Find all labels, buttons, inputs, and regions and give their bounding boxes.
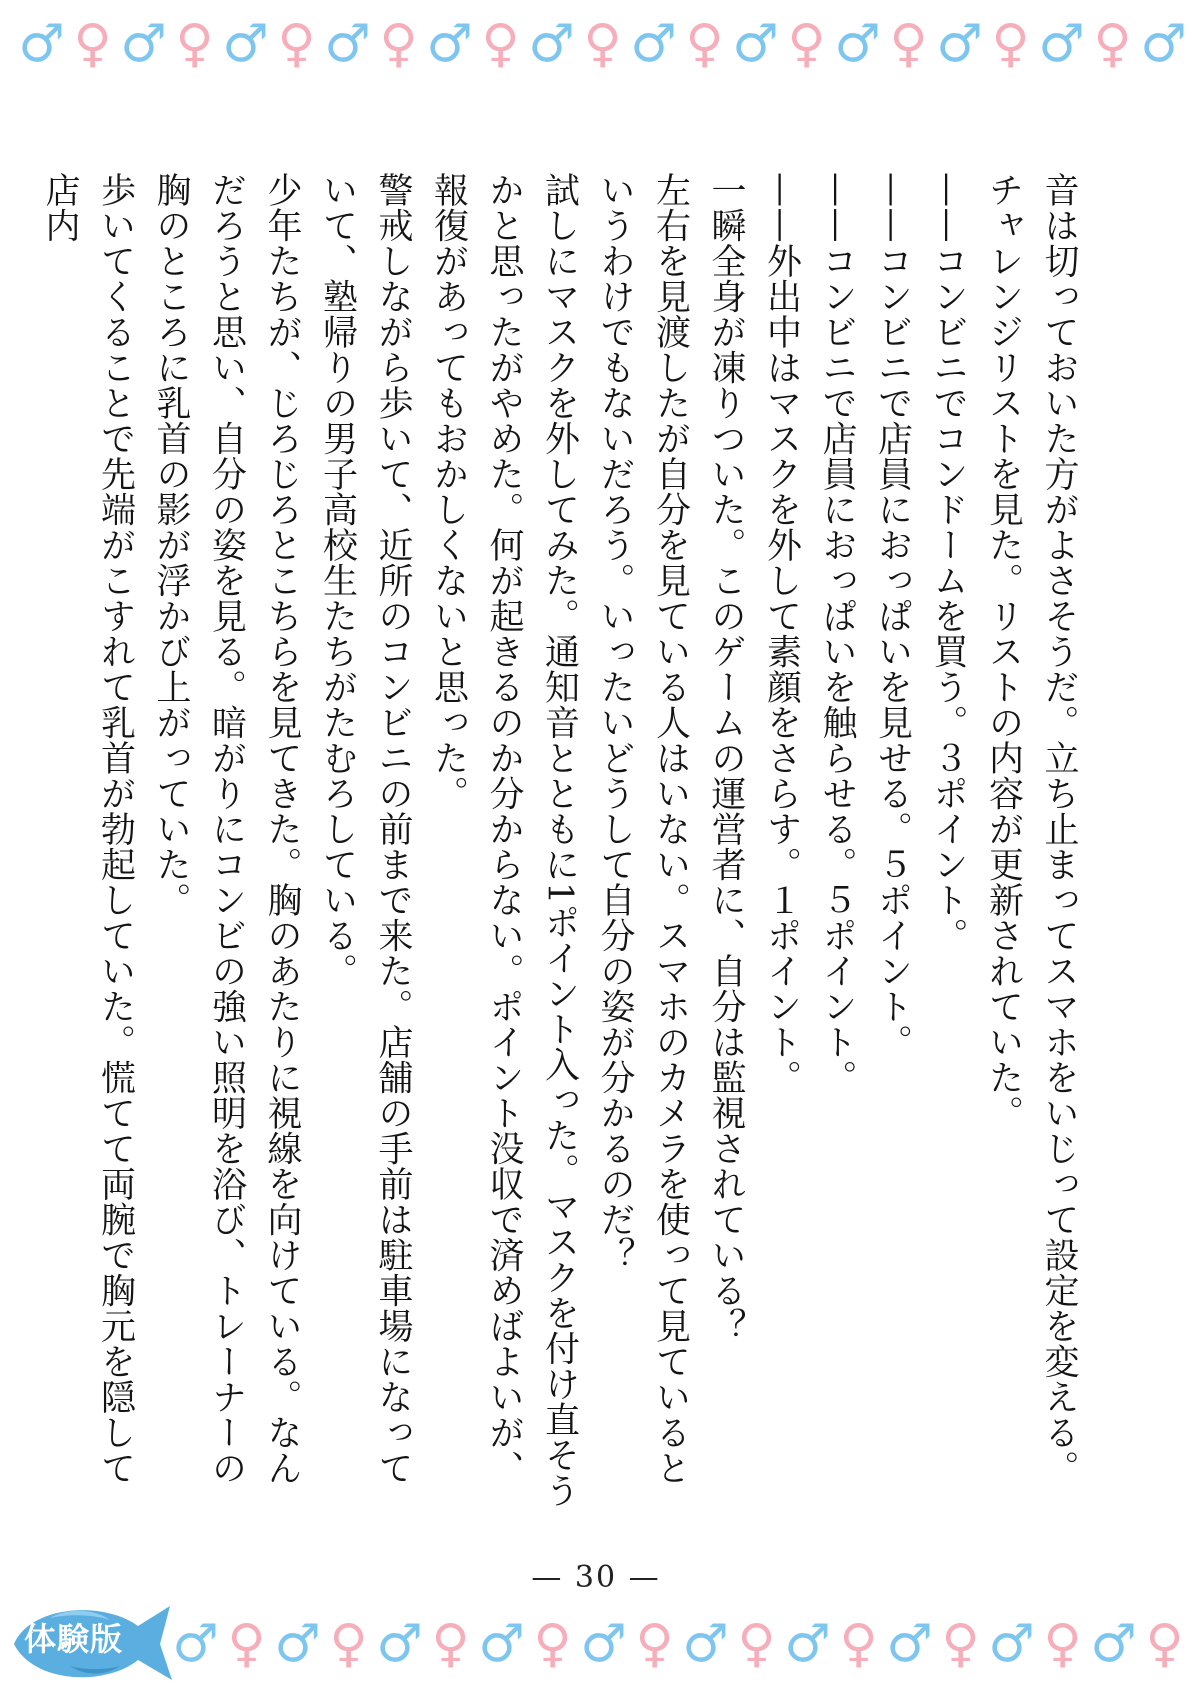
male-symbol-icon: ♂: [172, 1614, 219, 1674]
female-symbol-icon: ♀: [1145, 1614, 1184, 1674]
male-symbol-icon: ♂: [732, 14, 779, 74]
male-symbol-icon: ♂: [886, 1614, 933, 1674]
female-symbol-icon: ♀: [839, 1614, 878, 1674]
female-symbol-icon: ♀: [1043, 1614, 1082, 1674]
challenge-item: ——外出中はマスクを外して素顔をさらす。１ポイント。: [761, 172, 802, 1095]
female-symbol-icon: ♀: [1093, 14, 1132, 74]
challenge-item: ——コンビニで店員におっぱいを見せる。５ポイント。: [872, 172, 913, 1060]
male-symbol-icon: ♂: [1090, 1614, 1137, 1674]
male-symbol-icon: ♂: [120, 14, 167, 74]
male-symbol-icon: ♂: [478, 1614, 525, 1674]
male-symbol-icon: ♂: [1140, 14, 1187, 74]
female-symbol-icon: ♀: [991, 14, 1030, 74]
female-symbol-icon: ♀: [889, 14, 928, 74]
male-symbol-icon: ♂: [376, 1614, 423, 1674]
female-symbol-icon: ♀: [635, 1614, 674, 1674]
bottom-symbol-border: [0, 1612, 1192, 1676]
female-symbol-icon: ♀: [329, 1614, 368, 1674]
female-symbol-icon: ♀: [533, 1614, 572, 1674]
female-symbol-icon: ♀: [379, 14, 418, 74]
trial-version-label: 体験版: [24, 1620, 124, 1658]
paragraph: チャレンジリストを見た。リストの内容が更新されていた。: [983, 172, 1024, 1131]
trial-version-badge: [10, 1596, 178, 1684]
male-symbol-icon: ♂: [834, 14, 881, 74]
paragraph: 左右を見渡したが自分を見ている人はいない。スマホのカメラを使って見ているというわけでもないだろう。いったいどうして自分の姿が分かるのだ？: [595, 172, 691, 1486]
female-symbol-icon: ♀: [941, 1614, 980, 1674]
paragraph: 歩いてくることで先端がこすれて乳首が勃起していた。慌てて両腕で胸元を隠して店内: [40, 172, 136, 1486]
male-symbol-icon: ♂: [580, 1614, 627, 1674]
female-symbol-icon: ♀: [583, 14, 622, 74]
female-symbol-icon: ♀: [737, 1614, 776, 1674]
female-symbol-icon: ♀: [685, 14, 724, 74]
male-symbol-icon: ♂: [630, 14, 677, 74]
male-symbol-icon: ♂: [528, 14, 575, 74]
female-symbol-icon: ♀: [431, 1614, 470, 1674]
paragraph: 音は切っておいた方がよさそうだ。立ち止まってスマホをいじって設定を変える。: [1039, 172, 1079, 1486]
male-symbol-icon: ♂: [426, 14, 473, 74]
male-symbol-icon: ♂: [936, 14, 983, 74]
vertical-text-body: [32, 172, 1087, 1512]
female-symbol-icon: ♀: [481, 14, 520, 74]
male-symbol-icon: ♂: [18, 14, 65, 74]
male-symbol-icon: ♂: [988, 1614, 1035, 1674]
male-symbol-icon: ♂: [784, 1614, 831, 1674]
male-symbol-icon: ♂: [222, 14, 269, 74]
male-symbol-icon: ♂: [682, 1614, 729, 1674]
paragraph: 試しにマスクを外してみた。通知音とともに1ポイント入った。マスクを付け直そうかと思ったがやめた。何が起きるのか分からない。ポイント没収で済めばよいが、報復があってもおかしくないと思った。: [428, 172, 580, 1509]
challenge-item: ——コンビニで店員におっぱいを触らせる。５ポイント。: [817, 172, 857, 1095]
female-symbol-icon: ♀: [175, 14, 214, 74]
female-symbol-icon: ♀: [787, 14, 826, 74]
female-symbol-icon: ♀: [277, 14, 316, 74]
male-symbol-icon: ♂: [324, 14, 371, 74]
female-symbol-icon: ♀: [73, 14, 112, 74]
page-number: — 30 —: [531, 1560, 661, 1595]
paragraph: 一瞬全身が凍りついた。このゲームの運営者に、自分は監視されている？: [706, 172, 746, 1344]
male-symbol-icon: ♂: [1038, 14, 1085, 74]
paragraph: 警戒しながら歩いて、近所のコンビニの前まで来た。店舗の手前は駐車場になっていて、塾帰りの男子高校生たちがたむろしている。: [317, 172, 413, 1486]
top-symbol-border: [0, 12, 1192, 76]
paragraph: 少年たちが、じろじろとこちらを見てきた。胸のあたりに視線を向けている。なんだろうと思い、自分の姿を見る。暗がりにコンビの強い照明を浴び、トレーナーの胸のところに乳首の影が浮かび上がっていた。: [151, 172, 302, 1486]
male-symbol-icon: ♂: [274, 1614, 321, 1674]
challenge-item: ——コンビニでコンドームを買う。３ポイント。: [928, 172, 968, 953]
female-symbol-icon: ♀: [227, 1614, 266, 1674]
